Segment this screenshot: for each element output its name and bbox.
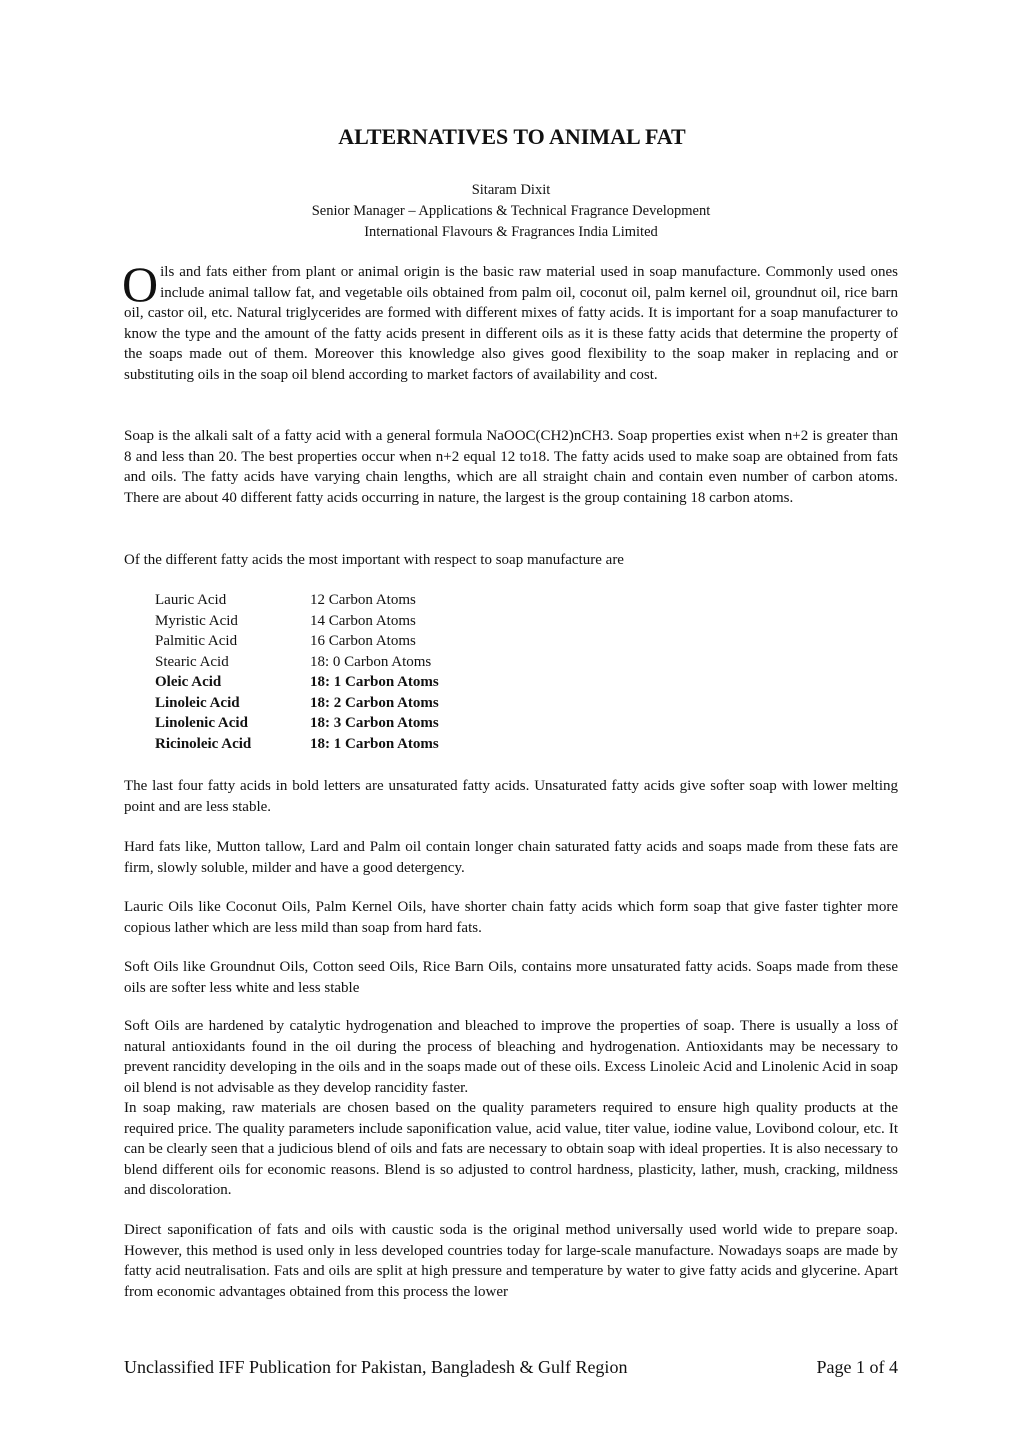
acid-name: Stearic Acid bbox=[155, 653, 229, 670]
author-position: Senior Manager – Applications & Technical Fragrance Development bbox=[311, 203, 711, 219]
acid-name: Ricinoleic Acid bbox=[155, 735, 252, 752]
paragraph-saponification: Direct saponification of fats and oils with caustic soda is the original method universally used world wide to prepare soap. However, this method is used only in less developed countries today for large-scale manufacture. Nowadays soaps are made by fatty acid neutralisation. Fats and oils are split at high pressure and temperature by water to give fatty acids and glycerine. Apart from economic advantages obtained from this process the lower bbox=[124, 1222, 898, 1300]
acid-name: Linolenic Acid bbox=[155, 715, 248, 731]
author-name: Sitaram Dixit bbox=[471, 182, 551, 198]
acid-row bbox=[155, 631, 439, 652]
paragraph-hard-fats: Hard fats like, Mutton tallow, Lard and Palm oil contain longer chain saturated fatty acids and soaps made from these fats are firm, slowly soluble, milder and have a good detergency. bbox=[124, 839, 898, 876]
paragraph-fatty-acids-intro: Of the different fatty acids the most important with respect to soap manufacture are bbox=[124, 552, 624, 568]
acid-carbon: 18: 1 Carbon Atoms bbox=[310, 674, 439, 690]
paragraph-soft-oils: Soft Oils like Groundnut Oils, Cotton seed Oils, Rice Barn Oils, contains more unsaturated fatty acids. Soaps made from these oils are softer less white and less stable bbox=[124, 959, 898, 996]
paragraph-lauric-oils: Lauric Oils like Coconut Oils, Palm Kernel Oils, have shorter chain fatty acids which form soap that give faster tighter more copious lather which are less mild than soap from hard fats. bbox=[124, 899, 898, 936]
author-block bbox=[0, 180, 1020, 243]
acid-name: Lauric Acid bbox=[155, 592, 227, 608]
paragraph-soap-definition: Soap is the alkali salt of a fatty acid with a general formula NaOOC(CH2)nCH3. Soap properties exist when n+2 is greater than 8 and less than 20. The best properties occur when n+2 equal 12 to18. The fatty acids used to make soap are obtained from fats and oils. The fatty acids have varying chain lengths, which are all straight chain and contain even number of carbon atoms. There are about 40 different fatty acids occurring in nature, the largest is the group containing 18 carbon atoms. bbox=[124, 428, 898, 506]
paragraph-text: Soft Oils are hardened by catalytic hydrogenation and bleached to improve the properties of soap. There is usually a loss of natural antioxidants found in the oil during the process of bleaching and hydrogenation. Antioxidants may be necessary to prevent rancidity developing in the oils and in the soaps made out of these oils. Excess Linoleic Acid and Linolenic Acid in soap oil blend is not advisable as they develop rancidity faster. bbox=[124, 1018, 898, 1096]
acid-name: Myristic Acid bbox=[155, 612, 238, 629]
footer-publication: Unclassified IFF Publication for Pakistan, Bangladesh & Gulf Region bbox=[124, 1357, 628, 1377]
paragraph-text: In soap making, raw materials are chosen based on the quality parameters required to ensure high quality products at the required price. The quality parameters include saponification value, acid value, titer value, iodine value, Lovibond colour, etc. It can be clearly seen that a judicious blend of oils and fats are necessary to obtain soap with ideal properties. It is also necessary to blend different oils for economic reasons. Blend is so adjusted to control hardness, plasticity, lather, mush, cracking, mildness and discoloration. bbox=[124, 1100, 898, 1198]
acid-carbon: 18: 1 Carbon Atoms bbox=[310, 735, 439, 752]
acid-carbon: 16 Carbon Atoms bbox=[310, 633, 416, 649]
acid-carbon: 18: 0 Carbon Atoms bbox=[310, 653, 432, 670]
page-footer bbox=[124, 1357, 898, 1378]
page-number: Page 1 of 4 bbox=[816, 1357, 898, 1377]
acid-row-unsaturated bbox=[155, 693, 439, 714]
fatty-acid-list bbox=[155, 590, 439, 754]
acid-row bbox=[155, 652, 439, 673]
drop-cap: O bbox=[122, 256, 159, 312]
acid-row-unsaturated bbox=[155, 713, 439, 734]
acid-name: Linoleic Acid bbox=[155, 694, 240, 711]
paragraph-unsaturated: The last four fatty acids in bold letters are unsaturated fatty acids. Unsaturated fatty acids give softer soap with lower melting point and are less stable. bbox=[124, 778, 898, 815]
acid-row-unsaturated bbox=[155, 672, 439, 693]
acid-row-unsaturated bbox=[155, 734, 439, 755]
acid-name: Palmitic Acid bbox=[155, 633, 238, 649]
paragraph-intro bbox=[122, 256, 898, 385]
acid-carbon: 18: 3 Carbon Atoms bbox=[310, 715, 439, 731]
paragraph-hydrogenation bbox=[124, 1016, 898, 1201]
acid-carbon: 14 Carbon Atoms bbox=[310, 612, 416, 629]
acid-carbon: 12 Carbon Atoms bbox=[310, 592, 416, 608]
acid-row bbox=[155, 611, 439, 632]
acid-name: Oleic Acid bbox=[155, 674, 222, 690]
document-title: ALTERNATIVES TO ANIMAL FAT bbox=[338, 124, 686, 149]
acid-row bbox=[155, 590, 439, 611]
author-company: International Flavours & Fragrances India Limited bbox=[364, 224, 658, 240]
acid-carbon: 18: 2 Carbon Atoms bbox=[310, 694, 439, 711]
paragraph-text: ils and fats either from plant or animal origin is the basic raw material used in soap manufacture. Commonly used ones include animal tallow fat, and vegetable oils obtained from palm oil, coconut oil, palm kernel oil, groundnut oil, rice barn oil, castor oil, etc. Natural triglycerides are formed with different mixes of fatty acids. It is important for a soap manufacturer to know the type and the amount of the fatty acids present in different oils as it is these fatty acids that determine the property of the soaps made out of them. Moreover this knowledge also gives good flexibility to the soap maker in replacing and or substituting oils in the soap oil blend according to market factors of availability and cost. bbox=[124, 264, 898, 383]
